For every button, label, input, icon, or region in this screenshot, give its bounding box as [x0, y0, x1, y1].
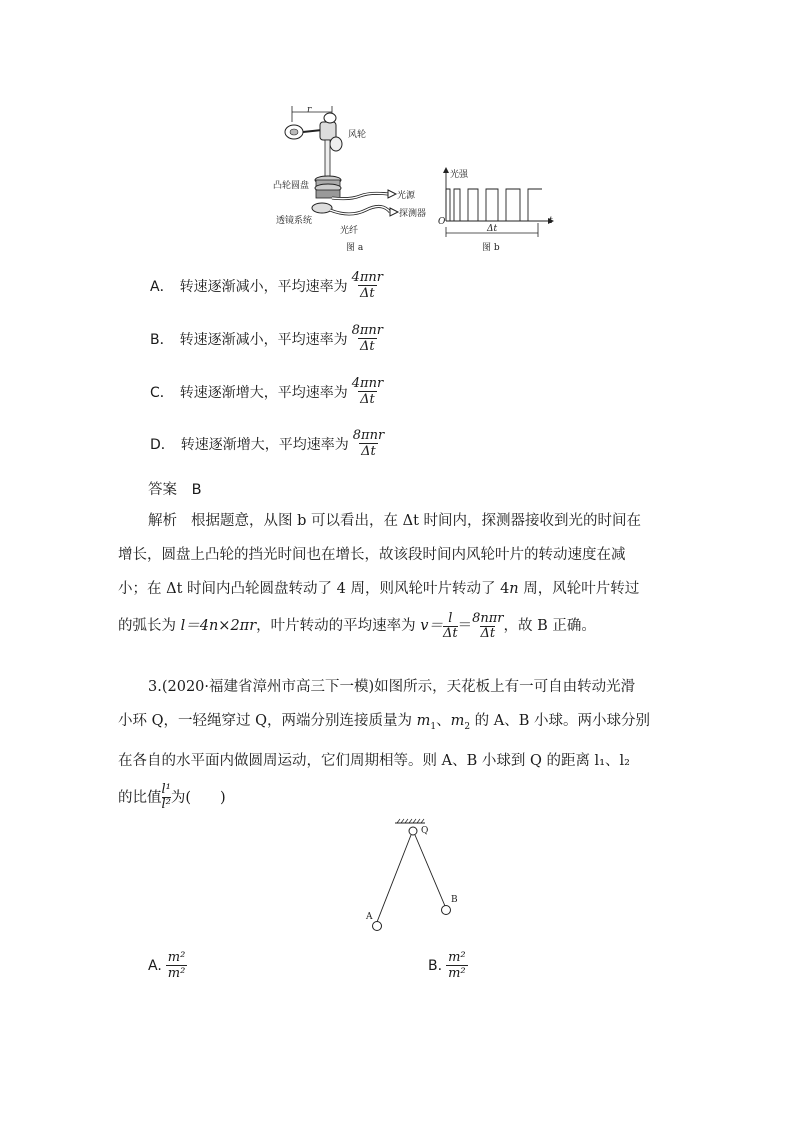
- label-ball-b: B: [451, 895, 458, 905]
- q3-ratio-fraction: $\frac{\text{l¹}}{\text{l²}}$: [161, 782, 171, 813]
- label-light-source: 光源: [397, 191, 416, 201]
- analysis-line-1: 解析 根据题意，从图 b 可以看出，在 Δt 时间内，探测器接收到光的时间在: [148, 513, 642, 529]
- label-t-axis: t: [549, 216, 553, 226]
- label-delta-t: Δt: [487, 224, 498, 234]
- label-r: r: [307, 105, 312, 115]
- q3-option-a[interactable]: A. $\frac{\text{m²}}{\text{m²}}$: [148, 950, 186, 981]
- option-d[interactable]: D． 转速逐渐增大，平均速率为 $\frac{\text{8πnr}}{\Delta t}$: [150, 428, 385, 459]
- label-fiber: 光纤: [340, 226, 359, 236]
- answer-value: B: [191, 482, 202, 498]
- analysis-line-4: 的弧长为 l＝4n×2πr，叶片转动的平均速率为 v＝ $\frac{l}{\Delta t}$ ＝ $\frac{\text{8nπr}}{\Delta t}$ ，故 B 正确。: [118, 610, 596, 641]
- analysis: [118, 504, 678, 646]
- answer-label: 答案: [148, 482, 177, 498]
- label-q: Q: [421, 826, 429, 836]
- q3-line-4: 的比值 $\frac{\text{l¹}}{\text{l²}}$ 为( ): [118, 782, 226, 813]
- q3-option-b[interactable]: B. $\frac{\text{m²}}{\text{m²}}$: [428, 950, 466, 981]
- label-wind-wheel: 风轮: [348, 130, 367, 140]
- analysis-fraction-2: $\frac{\text{8nπr}}{\Delta t}$: [472, 610, 504, 641]
- q3-line-2: 小环 Q，一轻绳穿过 Q，两端分别连接质量为 $m_1$、$m_2$ 的 A、B 小球。两小球分别: [118, 713, 651, 732]
- option-c-fraction: $\frac{\text{4πnr}}{\Delta t}$: [351, 376, 384, 407]
- figure-a-caption: 图 a: [346, 243, 364, 253]
- option-d-fraction: $\frac{\text{8πnr}}{\Delta t}$: [352, 428, 385, 459]
- question-3: [118, 670, 678, 818]
- option-b[interactable]: B． 转速逐渐减小，平均速率为 $\frac{\text{8πnr}}{\Delta t}$: [150, 323, 384, 354]
- analysis-label: 解析: [148, 513, 177, 529]
- q3-line-3: 在各自的水平面内做圆周运动，它们周期相等。则 A、B 小球到 Q 的距离 l₁、l₂: [118, 752, 630, 769]
- label-ball-a: A: [366, 912, 373, 922]
- q3-option-a-fraction: $\frac{\text{m²}}{\text{m²}}$: [167, 950, 186, 981]
- label-light-intensity: 光强: [450, 170, 469, 180]
- q3-line-1: 3.(2020·福建省漳州市高三下一模)如图所示，天花板上有一可自由转动光滑: [148, 679, 636, 695]
- option-a[interactable]: A． 转速逐渐减小，平均速率为 $\frac{\text{4πnr}}{\Delta t}$: [150, 270, 383, 301]
- option-b-fraction: $\frac{\text{8πnr}}{\Delta t}$: [351, 323, 384, 354]
- analysis-line-3: 小；在 Δt 时间内凸轮圆盘转动了 4 周，则风轮叶片转动了 4n 周，风轮叶片转过: [118, 581, 640, 597]
- label-lens-system: 透镜系统: [276, 216, 313, 226]
- label-cam-disc: 凸轮圆盘: [273, 181, 310, 191]
- answer-line: [148, 478, 202, 499]
- option-a-fraction: $\frac{\text{4πnr}}{\Delta t}$: [351, 270, 383, 301]
- figure-q3: [355, 815, 475, 940]
- figure-b-caption: 图 b: [482, 243, 500, 253]
- q3-option-b-fraction: $\frac{\text{m²}}{\text{m²}}$: [448, 950, 466, 981]
- option-c[interactable]: C． 转速逐渐增大，平均速率为 $\frac{\text{4πnr}}{\Delta t}$: [150, 376, 384, 407]
- label-origin: O: [438, 217, 446, 227]
- label-detector: 探测器: [399, 209, 427, 219]
- analysis-fraction-1: $\frac{l}{\Delta t}$: [442, 610, 458, 641]
- analysis-line-2: 增长，圆盘上凸轮的挡光时间也在增长，故该段时间内风轮叶片的转动速度在减: [118, 547, 626, 563]
